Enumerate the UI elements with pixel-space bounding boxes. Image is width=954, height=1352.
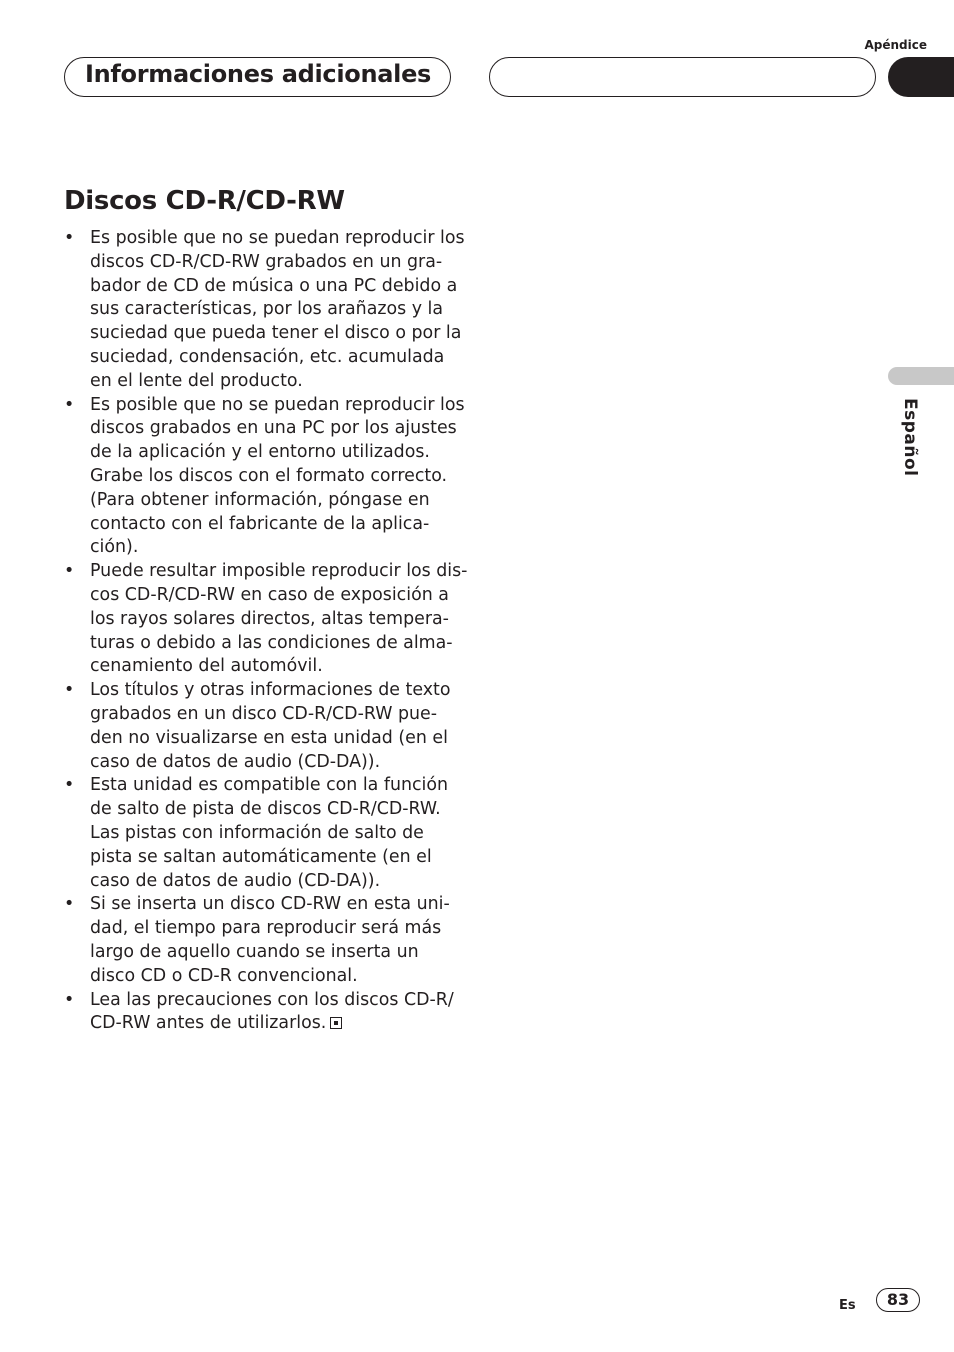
chapter-header [64, 57, 451, 97]
bullet-line: los rayos solares directos, altas tempera- [90, 608, 449, 629]
bullet-line: bador de CD de música o una PC debido a [90, 275, 458, 296]
bullet-line: • Si se inserta un disco CD-RW en esta uni- [90, 894, 450, 915]
bullet-line: ción). [90, 537, 139, 558]
bullet-line: • Es posible que no se puedan reproducir los [90, 394, 465, 415]
bullet-line: • Puede resultar imposible reproducir los dis- [90, 561, 468, 582]
bullet-line: suciedad, condensación, etc. acumulada [90, 346, 445, 367]
list-item [64, 560, 468, 679]
bullet-line: CD-RW antes de utilizarlos. [90, 1013, 327, 1034]
bullet-line: • Es posible que no se puedan reproducir los [90, 228, 465, 248]
bullet-line: en el lente del producto. [90, 370, 303, 391]
bullet-line: discos CD-R/CD-RW grabados en un gra- [90, 251, 443, 272]
bullet-line: sus características, por los arañazos y la [90, 299, 444, 320]
bullet-line: contacto con el fabricante de la aplica- [90, 513, 430, 534]
bullet-line: den no visualizarse en esta unidad (en el [90, 727, 448, 748]
bullet-line: disco CD o CD-R convencional. [90, 965, 358, 986]
bullet-last-line [90, 1012, 464, 1036]
list-item [64, 679, 464, 774]
bullet-line: • Esta unidad es compatible con la función [90, 775, 449, 796]
bullet-line: de salto de pista de discos CD-R/CD-RW. [90, 799, 441, 820]
bullet-line: grabados en un disco CD-R/CD-RW pue- [90, 703, 437, 724]
footer-language-code: Es [839, 1298, 856, 1313]
language-label: Español [900, 398, 920, 477]
list-item [64, 227, 464, 394]
bullet-line: caso de datos de audio (CD-DA)). [90, 751, 381, 772]
list-item [64, 394, 464, 561]
bullet-line: turas o debido a las condiciones de alma- [90, 632, 453, 653]
section-label: Apéndice [864, 38, 927, 52]
bullet-line: • Lea las precauciones con los discos CD-R/ [90, 989, 454, 1010]
page-number: 83 [876, 1288, 920, 1312]
list-item [64, 774, 464, 893]
bullet-line: • Los títulos y otras informaciones de texto [90, 680, 451, 701]
bullet-line: (Para obtener información, póngase en [90, 489, 430, 510]
section-tab [888, 57, 954, 97]
bullet-line: cos CD-R/CD-RW en caso de exposición a [90, 584, 449, 605]
bullet-line: largo de aquello cuando se inserta un [90, 941, 419, 962]
list-item [64, 989, 464, 1037]
bullet-line: de la aplicación y el entorno utilizados. [90, 442, 430, 463]
bullet-line: Grabe los discos con el formato correcto. [90, 465, 448, 486]
bullet-line: discos grabados en una PC por los ajustes [90, 418, 457, 439]
bullet-line: cenamiento del automóvil. [90, 656, 323, 677]
bullet-line: Las pistas con información de salto de [90, 822, 424, 843]
bullet-line: dad, el tiempo para reproducir será más [90, 918, 442, 939]
end-of-section-icon [330, 1017, 342, 1029]
page-heading: Discos CD-R/CD-RW [64, 186, 345, 216]
header-empty-frame [489, 57, 876, 97]
list-item [64, 893, 464, 988]
bullet-line: pista se saltan automáticamente (en el [90, 846, 432, 867]
bullet-list [64, 227, 468, 1036]
chapter-title: Informaciones adicionales [85, 60, 432, 88]
language-tab [888, 367, 954, 385]
bullet-line: suciedad que pueda tener el disco o por la [90, 323, 462, 344]
bullet-line: caso de datos de audio (CD-DA)). [90, 870, 381, 891]
